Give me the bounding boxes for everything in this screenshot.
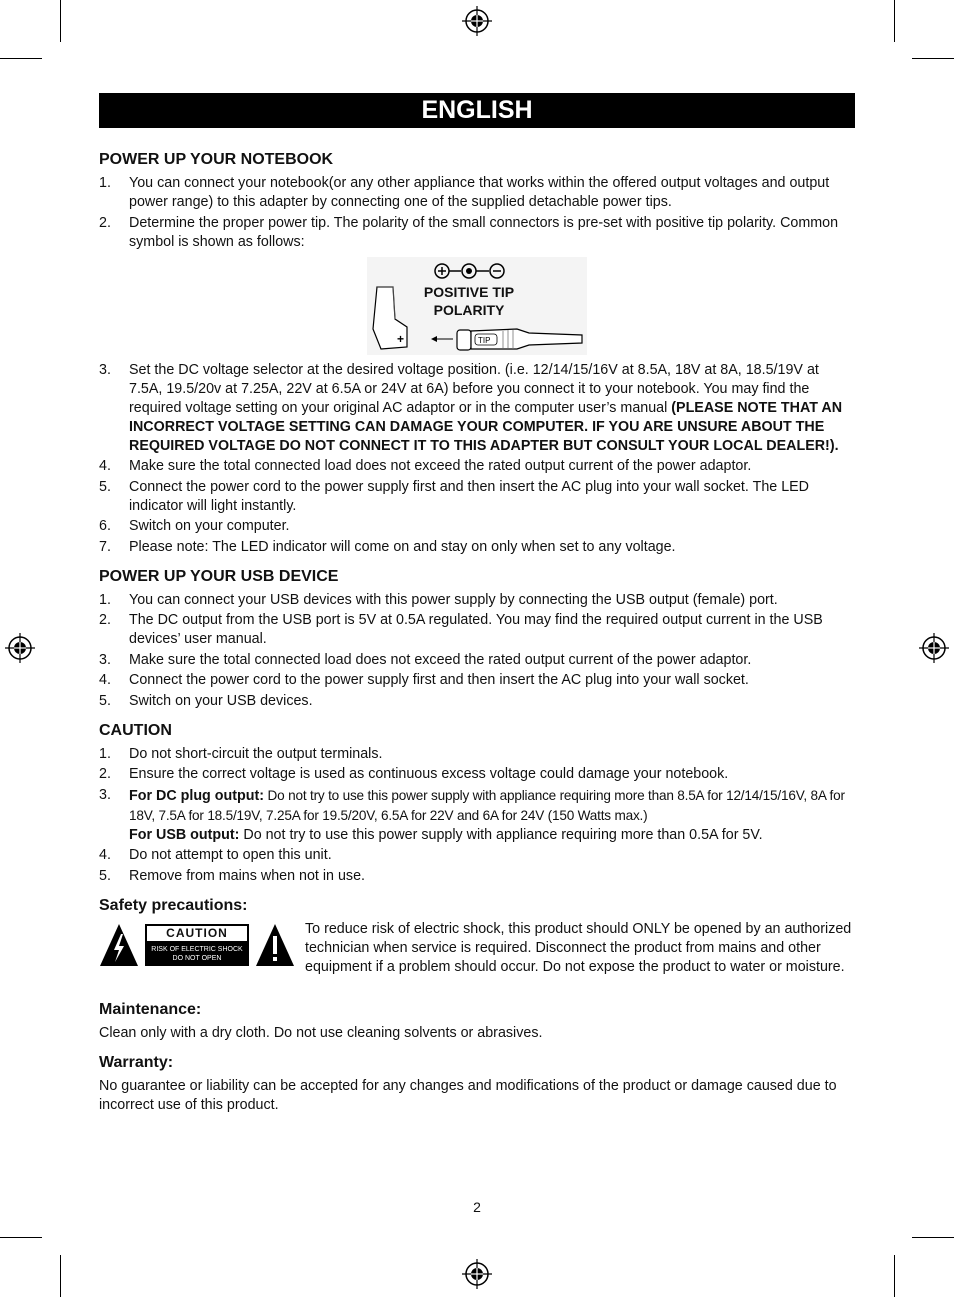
maintenance-text: Clean only with a dry cloth. Do not use cleaning solvents or abrasives.	[99, 1024, 543, 1041]
registration-mark-icon	[462, 6, 492, 36]
item-text: You can connect your USB devices with this power supply by connecting the USB output (female) port.	[129, 591, 778, 608]
item-number: 2.	[99, 766, 111, 782]
item-number: 1.	[99, 591, 111, 608]
dc-output-text: Do not try to use this power supply with appliance requiring more than 8.5A for 12/14/15/16V, 8A for 18V, 7.5A for 18.5/19V, 7.25A for 19.5/20V, 6.5A for 22V and 6A for 24V (150 Watts max.)	[129, 787, 845, 823]
item-number: 6.	[99, 518, 111, 534]
crop-mark	[894, 0, 895, 42]
usb-output-label: For USB output:	[129, 826, 240, 843]
item-text: Set the DC voltage selector at the desired voltage position. (i.e. 12/14/15/16V at 8.5A, 18V at 8A, 18.5/19V at 7.5A, 19.5/20v at 7.25A, 22V at 6.5A or 24V at 6A) before you connect it to your notebook. You may find the required voltage setting on your original AC adaptor or in the computer user’s manual	[129, 361, 819, 416]
crop-mark	[0, 58, 42, 59]
item-number: 3.	[99, 786, 111, 803]
crop-mark	[60, 0, 61, 42]
list-item	[99, 846, 855, 865]
crop-mark	[912, 58, 954, 59]
item-text: Determine the proper power tip. The polarity of the small connectors is pre-set with positive tip polarity. Common symbol is shown as follows:	[129, 214, 839, 250]
item-text: Switch on your computer.	[129, 518, 290, 534]
dc-output-label: For DC plug output:	[129, 787, 264, 804]
registration-mark-icon	[462, 1259, 492, 1289]
caution-label-line1: RISK OF ELECTRIC SHOCK	[151, 945, 243, 953]
list-item	[99, 651, 855, 670]
caution-list	[99, 745, 855, 886]
item-text: Do not attempt to open this unit.	[129, 847, 332, 863]
usb-output-text: Do not try to use this power supply with appliance requiring more than 0.5A for 5V.	[239, 826, 763, 843]
section-heading: Maintenance:	[99, 1000, 202, 1018]
list-item	[99, 478, 855, 516]
crop-mark	[60, 1255, 61, 1297]
item-text: Switch on your USB devices.	[129, 692, 313, 709]
item-number: 4.	[99, 672, 111, 688]
item-number: 1.	[99, 745, 111, 762]
item-number: 4.	[99, 458, 111, 474]
page-number: 2	[473, 1199, 481, 1215]
list-item	[99, 361, 855, 456]
caution-label-title: CAUTION	[146, 925, 248, 942]
item-text: Connect the power cord to the power supply first and then insert the AC plug into your wall socket.	[129, 672, 749, 688]
list-item	[99, 174, 855, 212]
warning-text: (PLEASE NOTE THAT AN INCORRECT VOLTAGE SETTING CAN DAMAGE YOUR COMPUTER. IF YOU ARE UNSURE ABOUT THE REQUIRED VOLTAGE DO NOT CONNECT IT TO THIS ADAPTER BUT CONSULT YOUR LOCAL DEALER!).	[129, 399, 843, 454]
warranty-text: No guarantee or liability can be accepted for any changes and modifications of the product or damage caused due to incorrect use of this product.	[99, 1077, 837, 1113]
item-text: Please note: The LED indicator will come on and stay on only when set to any voltage.	[129, 538, 676, 555]
section-heading: Safety precautions:	[99, 896, 248, 914]
item-number: 2.	[99, 612, 111, 628]
list-item	[99, 538, 855, 557]
list-item	[99, 786, 855, 845]
item-number: 5.	[99, 867, 111, 884]
item-number: 3.	[99, 361, 111, 378]
section-heading: CAUTION	[99, 721, 172, 739]
polarity-label	[409, 283, 529, 319]
item-number: 7.	[99, 538, 111, 555]
item-number: 2.	[99, 214, 111, 231]
item-number: 5.	[99, 692, 111, 709]
list-item	[99, 671, 855, 690]
polarity-label-line2: POLARITY	[433, 301, 505, 318]
notebook-steps-list-continued	[99, 361, 855, 557]
usb-steps-list	[99, 591, 855, 711]
item-number: 1.	[99, 175, 111, 191]
item-text: Ensure the correct voltage is used as continuous excess voltage could damage your notebook.	[129, 766, 729, 782]
caution-label-line2: DO NOT OPEN	[172, 954, 222, 962]
caution-label-subtext	[145, 945, 249, 963]
tip-label: TIP	[478, 335, 491, 345]
manual-content	[99, 150, 855, 1115]
section-heading: POWER UP YOUR USB DEVICE	[99, 567, 339, 585]
electric-shock-warning	[99, 922, 297, 968]
exclamation-warning-icon	[255, 922, 295, 968]
item-text: The DC output from the USB port is 5V at 0.5A regulated. You may find the required output current in the USB devices’ user manual.	[129, 612, 823, 647]
item-text: Remove from mains when not in use.	[129, 867, 366, 884]
crop-mark	[0, 1237, 42, 1238]
safety-block	[99, 920, 855, 990]
section-heading: POWER UP YOUR NOTEBOOK	[99, 151, 334, 168]
item-text: Make sure the total connected load does not exceed the rated output current of the power adaptor.	[129, 651, 752, 668]
list-item	[99, 591, 855, 610]
safety-text: To reduce risk of electric shock, this product should ONLY be opened by an authorized technician when service is required. Disconnect the product from mains and other equipment if a problem should occur. Do not expose the product to water or moisture.	[305, 920, 852, 975]
notebook-steps-list	[99, 174, 855, 252]
list-item	[99, 867, 855, 886]
list-item	[99, 765, 855, 784]
list-item	[99, 745, 855, 764]
item-number: 3.	[99, 651, 111, 668]
item-text: You can connect your notebook(or any other appliance that works within the offered output voltages and output power range) to this adapter by connecting one of the supplied detachable power tips.	[129, 175, 830, 210]
crop-mark	[894, 1255, 895, 1297]
registration-mark-icon	[5, 633, 35, 663]
lightning-warning-icon	[99, 922, 139, 968]
polarity-label-line1: POSITIVE TIP	[423, 283, 515, 300]
section-heading: Warranty:	[99, 1053, 174, 1071]
list-item	[99, 692, 855, 711]
crop-mark	[912, 1237, 954, 1238]
item-text: Do not short-circuit the output terminals.	[129, 745, 383, 762]
item-number: 4.	[99, 847, 111, 863]
list-item	[99, 457, 855, 476]
svg-text:+: +	[397, 331, 405, 346]
registration-mark-icon	[919, 633, 949, 663]
list-item	[99, 517, 855, 536]
polarity-diagram	[367, 257, 587, 355]
caution-label	[145, 924, 249, 966]
item-text: Make sure the total connected load does not exceed the rated output current of the power adaptor.	[129, 458, 752, 474]
list-item	[99, 214, 855, 252]
language-banner: ENGLISH	[99, 93, 855, 128]
list-item	[99, 611, 855, 649]
item-number: 5.	[99, 478, 111, 495]
item-text: Connect the power cord to the power supply first and then insert the AC plug into your wall socket. The LED indicator will light instantly.	[129, 478, 810, 514]
